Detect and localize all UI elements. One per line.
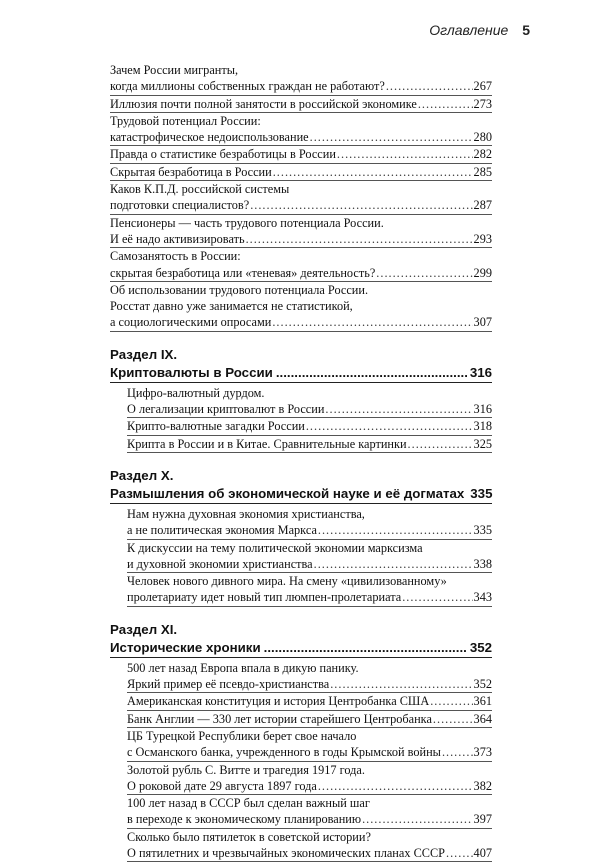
section-title-row[interactable] — [110, 485, 492, 504]
section-label: Раздел X. — [110, 467, 174, 483]
dot-leader — [430, 693, 472, 709]
entry-title-line: Сколько было пятилеток в советской истории? — [127, 829, 371, 844]
entry-final-line — [127, 522, 492, 539]
entry-final-line — [127, 711, 492, 728]
toc-entry[interactable] — [110, 113, 492, 147]
toc-section — [110, 346, 492, 453]
entry-final-line — [127, 556, 492, 573]
entry-page-number: 307 — [473, 315, 492, 330]
entry-title-line: и духовной экономии христианства — [127, 556, 313, 571]
toc-entry[interactable] — [110, 660, 492, 694]
entry-title-line: Зачем России мигранты, — [110, 63, 239, 77]
entry-final-line — [127, 589, 492, 606]
toc-entry[interactable] — [110, 762, 492, 796]
entry-page-number: 397 — [473, 812, 492, 827]
entry-title-line: когда миллионы собственных граждан не работают? — [110, 79, 385, 94]
toc-entry[interactable] — [110, 540, 492, 574]
entry-page-number: 352 — [473, 677, 492, 692]
entry-title-line: О роковой дате 29 августа 1897 года — [127, 778, 317, 793]
toc-entry[interactable] — [110, 385, 492, 419]
entry-title-line: О легализации криптовалют в России — [127, 402, 325, 417]
entry-final-line — [127, 693, 492, 710]
entry-title-line: катастрофическое недоиспользование — [110, 130, 309, 145]
entry-final-line — [127, 401, 492, 418]
dot-leader — [276, 364, 467, 382]
entry-page-number: 407 — [473, 845, 492, 860]
entry-final-line — [110, 78, 492, 95]
entry-page-number: 316 — [473, 402, 492, 417]
dot-leader — [310, 129, 473, 145]
dot-leader — [273, 164, 473, 180]
entry-final-line — [110, 314, 492, 331]
section-title-row[interactable] — [110, 364, 492, 383]
entry-title-line: 100 лет назад в СССР был сделан важный шаг — [127, 796, 370, 811]
section-title-row[interactable] — [110, 639, 492, 658]
section-page-number: 352 — [469, 639, 492, 655]
table-of-contents — [110, 62, 492, 862]
entry-final-line — [127, 676, 492, 693]
entry-final-line — [127, 436, 492, 453]
dot-leader — [376, 265, 472, 281]
entry-final-line — [110, 164, 492, 181]
dot-leader — [337, 146, 473, 162]
entry-title-line: Яркий пример её псевдо-христианства — [127, 677, 330, 692]
toc-entry[interactable] — [110, 282, 492, 332]
dot-leader — [418, 96, 473, 112]
dot-leader — [446, 845, 473, 861]
entry-page-number: 285 — [473, 164, 492, 179]
entry-page-number: 282 — [473, 147, 492, 162]
dot-leader — [318, 778, 473, 794]
entry-page-number: 287 — [473, 198, 492, 213]
dot-leader — [402, 589, 472, 605]
entry-title-line: Американская конституция и история Центробанка США — [127, 694, 430, 709]
entry-final-line — [110, 265, 492, 282]
dot-leader — [386, 78, 473, 94]
entry-page-number: 293 — [473, 231, 492, 246]
entry-page-number: 338 — [473, 556, 492, 571]
dot-leader — [264, 639, 467, 657]
entry-final-line — [110, 146, 492, 163]
entry-title-line: ЦБ Турецкой Республики берет свое начало — [127, 728, 357, 743]
toc-group — [110, 62, 492, 332]
dot-leader — [330, 676, 472, 692]
dot-leader — [318, 522, 473, 538]
entry-final-line — [110, 231, 492, 248]
toc-section — [110, 621, 492, 862]
entry-title-line: подготовки специалистов? — [110, 198, 250, 213]
entry-title-line: Крипто-валютные загадки России — [127, 419, 305, 434]
toc-entry[interactable] — [110, 693, 492, 710]
entry-title-line: Об использовании трудового потенциала России. — [110, 282, 369, 297]
toc-entry[interactable] — [110, 96, 492, 113]
toc-entry[interactable] — [110, 829, 492, 862]
dot-leader — [246, 231, 473, 247]
entry-page-number: 273 — [473, 96, 492, 111]
entry-final-line — [110, 197, 492, 214]
entry-title-line: И её надо активизировать — [110, 231, 245, 246]
toc-entry[interactable] — [110, 573, 492, 607]
entry-title-line: а не политическая экономия Маркса — [127, 523, 317, 538]
entry-title-line: Пенсионеры — часть трудового потенциала России. — [110, 215, 384, 230]
section-label: Раздел XI. — [110, 621, 178, 637]
toc-entry[interactable] — [110, 248, 492, 282]
header-title: Оглавление — [429, 22, 509, 38]
entry-page-number: 364 — [473, 711, 492, 726]
entry-title-line: Иллюзия почти полной занятости в российской экономике — [110, 96, 417, 111]
entry-page-number: 318 — [473, 419, 492, 434]
entry-final-line — [110, 129, 492, 146]
section-page-number: 335 — [470, 485, 493, 501]
entry-title-line: 500 лет назад Европа впала в дикую панику. — [127, 660, 359, 675]
toc-entry[interactable] — [110, 164, 492, 181]
dot-leader — [314, 556, 473, 572]
dot-leader — [408, 436, 473, 452]
toc-entry[interactable] — [110, 181, 492, 215]
section-title: Размышления об экономической науке и её догматах — [110, 485, 465, 501]
entry-title-line: К дискуссии на тему политической экономии марксизма — [127, 540, 423, 555]
entry-page-number: 280 — [473, 130, 492, 145]
entry-title-line: Крипта в России и в Китае. Сравнительные картинки — [127, 436, 407, 451]
entry-title-line: Самозанятость в России: — [110, 249, 241, 264]
entry-title-line: Нам нужна духовная экономия христианства, — [127, 506, 365, 521]
section-page-number: 316 — [469, 364, 492, 380]
toc-entry[interactable] — [110, 728, 492, 762]
dot-leader — [306, 418, 473, 434]
section-label: Раздел IX. — [110, 346, 178, 362]
entry-title-line: с Османского банка, учрежденного в годы Крымской войны — [127, 745, 441, 760]
entry-title-line: Трудовой потенциал России: — [110, 113, 261, 128]
toc-entry[interactable] — [110, 62, 492, 96]
dot-leader — [250, 197, 472, 213]
toc-entry[interactable] — [110, 436, 492, 453]
header-page-number: 5 — [522, 22, 530, 38]
dot-leader — [272, 314, 472, 330]
entry-final-line — [127, 811, 492, 828]
entry-title-line: Цифро-валютный дурдом. — [127, 385, 265, 400]
entry-title-line: Золотой рубль С. Витте и трагедия 1917 года. — [127, 762, 365, 777]
entry-final-line — [127, 778, 492, 795]
section-title: Исторические хроники — [110, 639, 261, 655]
entry-title-line: Человек нового дивного мира. На смену «цивилизованному» — [127, 574, 447, 589]
toc-entry[interactable] — [110, 418, 492, 435]
entry-page-number: 335 — [473, 523, 492, 538]
entry-title-line: О пятилетних и чрезвычайных экономических планах СССР — [127, 845, 446, 860]
entry-title-line: Банк Англии — 330 лет истории старейшего Центробанка — [127, 711, 432, 726]
entry-page-number: 267 — [473, 79, 492, 94]
entry-final-line — [110, 96, 492, 113]
entry-title-line: пролетариату идет новый тип люмпен-пролетариата — [127, 590, 402, 605]
entry-final-line — [127, 845, 492, 862]
dot-leader — [433, 711, 473, 727]
entry-title-line: в переходе к экономическому планированию — [127, 812, 362, 827]
dot-leader — [442, 744, 473, 760]
entry-final-line — [127, 418, 492, 435]
entry-title-line: а социологическими опросами — [110, 315, 272, 330]
section-title: Криптовалюты в России — [110, 364, 273, 380]
toc-entry[interactable] — [110, 146, 492, 163]
entry-page-number: 373 — [473, 745, 492, 760]
toc-entry[interactable] — [110, 711, 492, 728]
dot-leader — [325, 401, 472, 417]
dot-leader — [362, 811, 472, 827]
entry-title-line: Правда о статистике безработицы в России — [110, 147, 336, 162]
toc-entry[interactable] — [110, 506, 492, 540]
entry-page-number: 382 — [473, 778, 492, 793]
toc-entry[interactable] — [110, 215, 492, 249]
toc-section — [110, 467, 492, 607]
entry-page-number: 325 — [473, 436, 492, 451]
entry-title-line: Росстат давно уже занимается не статистикой, — [110, 299, 353, 314]
running-header — [429, 22, 530, 38]
entry-final-line — [127, 744, 492, 761]
entry-page-number: 361 — [473, 694, 492, 709]
entry-title-line: Скрытая безработица в России — [110, 164, 272, 179]
entry-page-number: 299 — [473, 265, 492, 280]
entry-page-number: 343 — [473, 590, 492, 605]
toc-entry[interactable] — [110, 795, 492, 829]
entry-title-line: скрытая безработица или «теневая» деятельность? — [110, 265, 376, 280]
entry-title-line: Каков К.П.Д. российской системы — [110, 182, 290, 197]
